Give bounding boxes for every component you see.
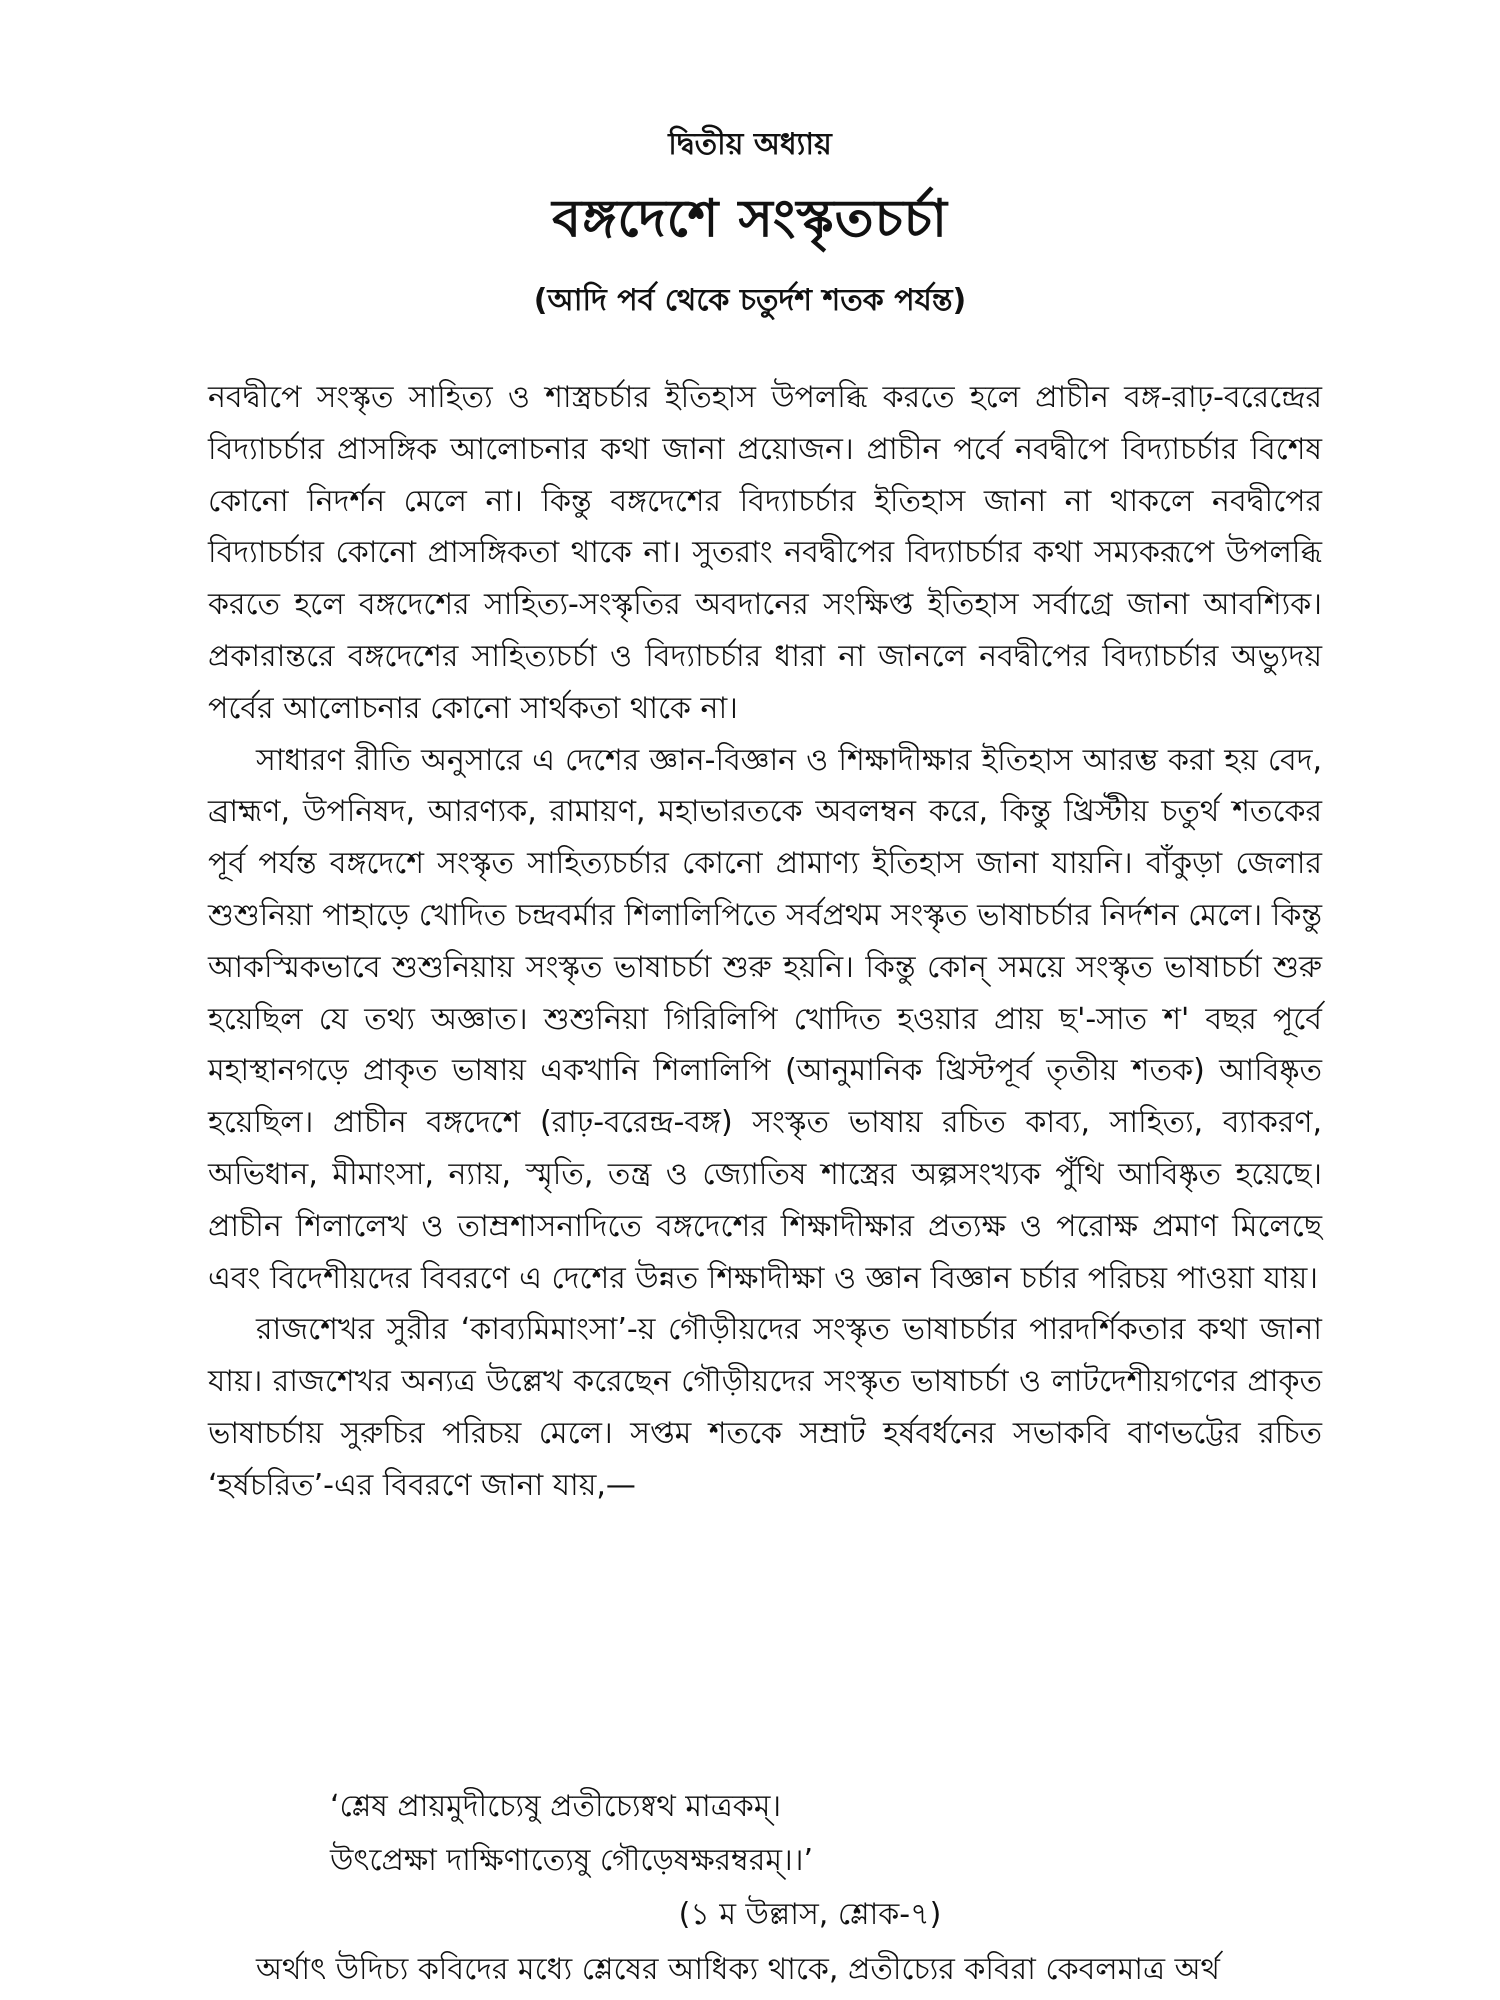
chapter-label: দ্বিতীয় অধ্যায়	[668, 127, 832, 162]
verse-line-1: ‘শ্লেষ প্রায়মুদীচ্যেষু প্রতীচ্যেষ্বথ মাত্রকম্।	[330, 1789, 782, 1824]
verse-line-2: উৎপ্রেক্ষা দাক্ষিণাত্যেষু গৌড়েষক্ষরম্বরম্।।’	[330, 1843, 813, 1878]
verse-source: (১ ম উল্লাস, শ্লোক-৭)	[678, 1897, 942, 1932]
chapter-subtitle: (আদি পর্ব থেকে চতুর্দশ শতক পর্যন্ত)	[533, 283, 967, 318]
paragraph-1: নবদ্বীপে সংস্কৃত সাহিত্য ও শাস্ত্রচর্চার ইতিহাস উপলব্ধি করতে হলে প্রাচীন বঙ্গ-রাঢ়-বরেন্দ্রের বিদ্যাচর্চার প্রাসঙ্গিক আলোচনার কথা জানা প্রয়োজন। প্রাচীন পর্বে নবদ্বীপে বিদ্যাচর্চার বিশেষ কোনো নিদর্শন মেলে না। কিন্তু বঙ্গদেশের বিদ্যাচর্চার ইতিহাস জানা না থাকলে নবদ্বীপের বিদ্যাচর্চার কোনো প্রাসঙ্গিকতা থাকে না। সুতরাং নবদ্বীপের বিদ্যাচর্চার কথা সম্যকরূপে উপলব্ধি করতে হলে বঙ্গদেশের সাহিত্য-সংস্কৃতির অবদানের সংক্ষিপ্ত ইতিহাস সর্বাগ্রে জানা আবশ্যিক। প্রকারান্তরে বঙ্গদেশের সাহিত্যচর্চা ও বিদ্যাচর্চার ধারা না জানলে নবদ্বীপের বিদ্যাচর্চার অভ্যুদয় পর্বের আলোচনার কোনো সার্থকতা থাকে না।	[208, 380, 1322, 726]
paragraph-2: সাধারণ রীতি অনুসারে এ দেশের জ্ঞান-বিজ্ঞান ও শিক্ষাদীক্ষার ইতিহাস আরম্ভ করা হয় বেদ, ব্রাহ্মণ, উপনিষদ, আরণ্যক, রামায়ণ, মহাভারতকে অবলম্বন করে, কিন্তু খ্রিস্টীয় চতুর্থ শতকের পূর্ব পর্যন্ত বঙ্গদেশে সংস্কৃত সাহিত্যচর্চার কোনো প্রামাণ্য ইতিহাস জানা যায়নি। বাঁকুড়া জেলার শুশুনিয়া পাহাড়ে খোদিত চন্দ্রবর্মার শিলালিপিতে সর্বপ্রথম সংস্কৃত ভাষাচর্চার নির্দশন মেলে। কিন্তু আকস্মিকভাবে শুশুনিয়ায় সংস্কৃত ভাষাচর্চা শুরু হয়নি। কিন্তু কোন্ সময়ে সংস্কৃত ভাষাচর্চা শুরু হয়েছিল যে তথ্য অজ্ঞাত। শুশুনিয়া গিরিলিপি খোদিত হওয়ার প্রায় ছ'-সাত শ' বছর পূর্বে মহাস্থানগড়ে প্রাকৃত ভাষায় একখানি শিলালিপি (আনুমানিক খ্রিস্টপূর্ব তৃতীয় শতক) আবিষ্কৃত হয়েছিল। প্রাচীন বঙ্গদেশে (রাঢ়-বরেন্দ্র-বঙ্গ) সংস্কৃত ভাষায় রচিত কাব্য, সাহিত্য, ব্যাকরণ, অভিধান, মীমাংসা, ন্যায়, স্মৃতি, তন্ত্র ও জ্যোতিষ শাস্ত্রের অল্পসংখ্যক পুঁথি আবিষ্কৃত হয়েছে। প্রাচীন শিলালেখ ও তাম্রশাসনাদিতে বঙ্গদেশের শিক্ষাদীক্ষার প্রত্যক্ষ ও পরোক্ষ প্রমাণ মিলেছে এবং বিদেশীয়দের বিবরণে এ দেশের উন্নত শিক্ষাদীক্ষা ও জ্ঞান বিজ্ঞান চর্চার পরিচয় পাওয়া যায়।	[208, 742, 1322, 1296]
body-text	[208, 372, 1322, 1512]
paragraph-3: রাজশেখর সুরীর ‘কাব্যমিমাংসা’-য় গৌড়ীয়দের সংস্কৃত ভাষাচর্চার পারদর্শিকতার কথা জানা যায়। রাজশেখর অন্যত্র উল্লেখ করেছেন গৌড়ীয়দের সংস্কৃত ভাষাচর্চা ও লাটদেশীয়গণের প্রাকৃত ভাষাচর্চায় সুরুচির পরিচয় মেলে। সপ্তম শতকে সম্রাট হর্ষবর্ধনের সভাকবি বাণভট্টের রচিত ‘হর্ষচরিত’-এর বিবরণে জানা যায়,—	[208, 1312, 1322, 1503]
paragraph-4-first-line: অর্থাৎ উদিচ্য কবিদের মধ্যে শ্লেষের আধিক্য থাকে, প্রতীচ্যের কবিরা কেবলমাত্র অর্থ	[256, 1952, 1220, 1987]
chapter-title: বঙ্গদেশে সংস্কৃতচর্চা	[552, 189, 948, 249]
